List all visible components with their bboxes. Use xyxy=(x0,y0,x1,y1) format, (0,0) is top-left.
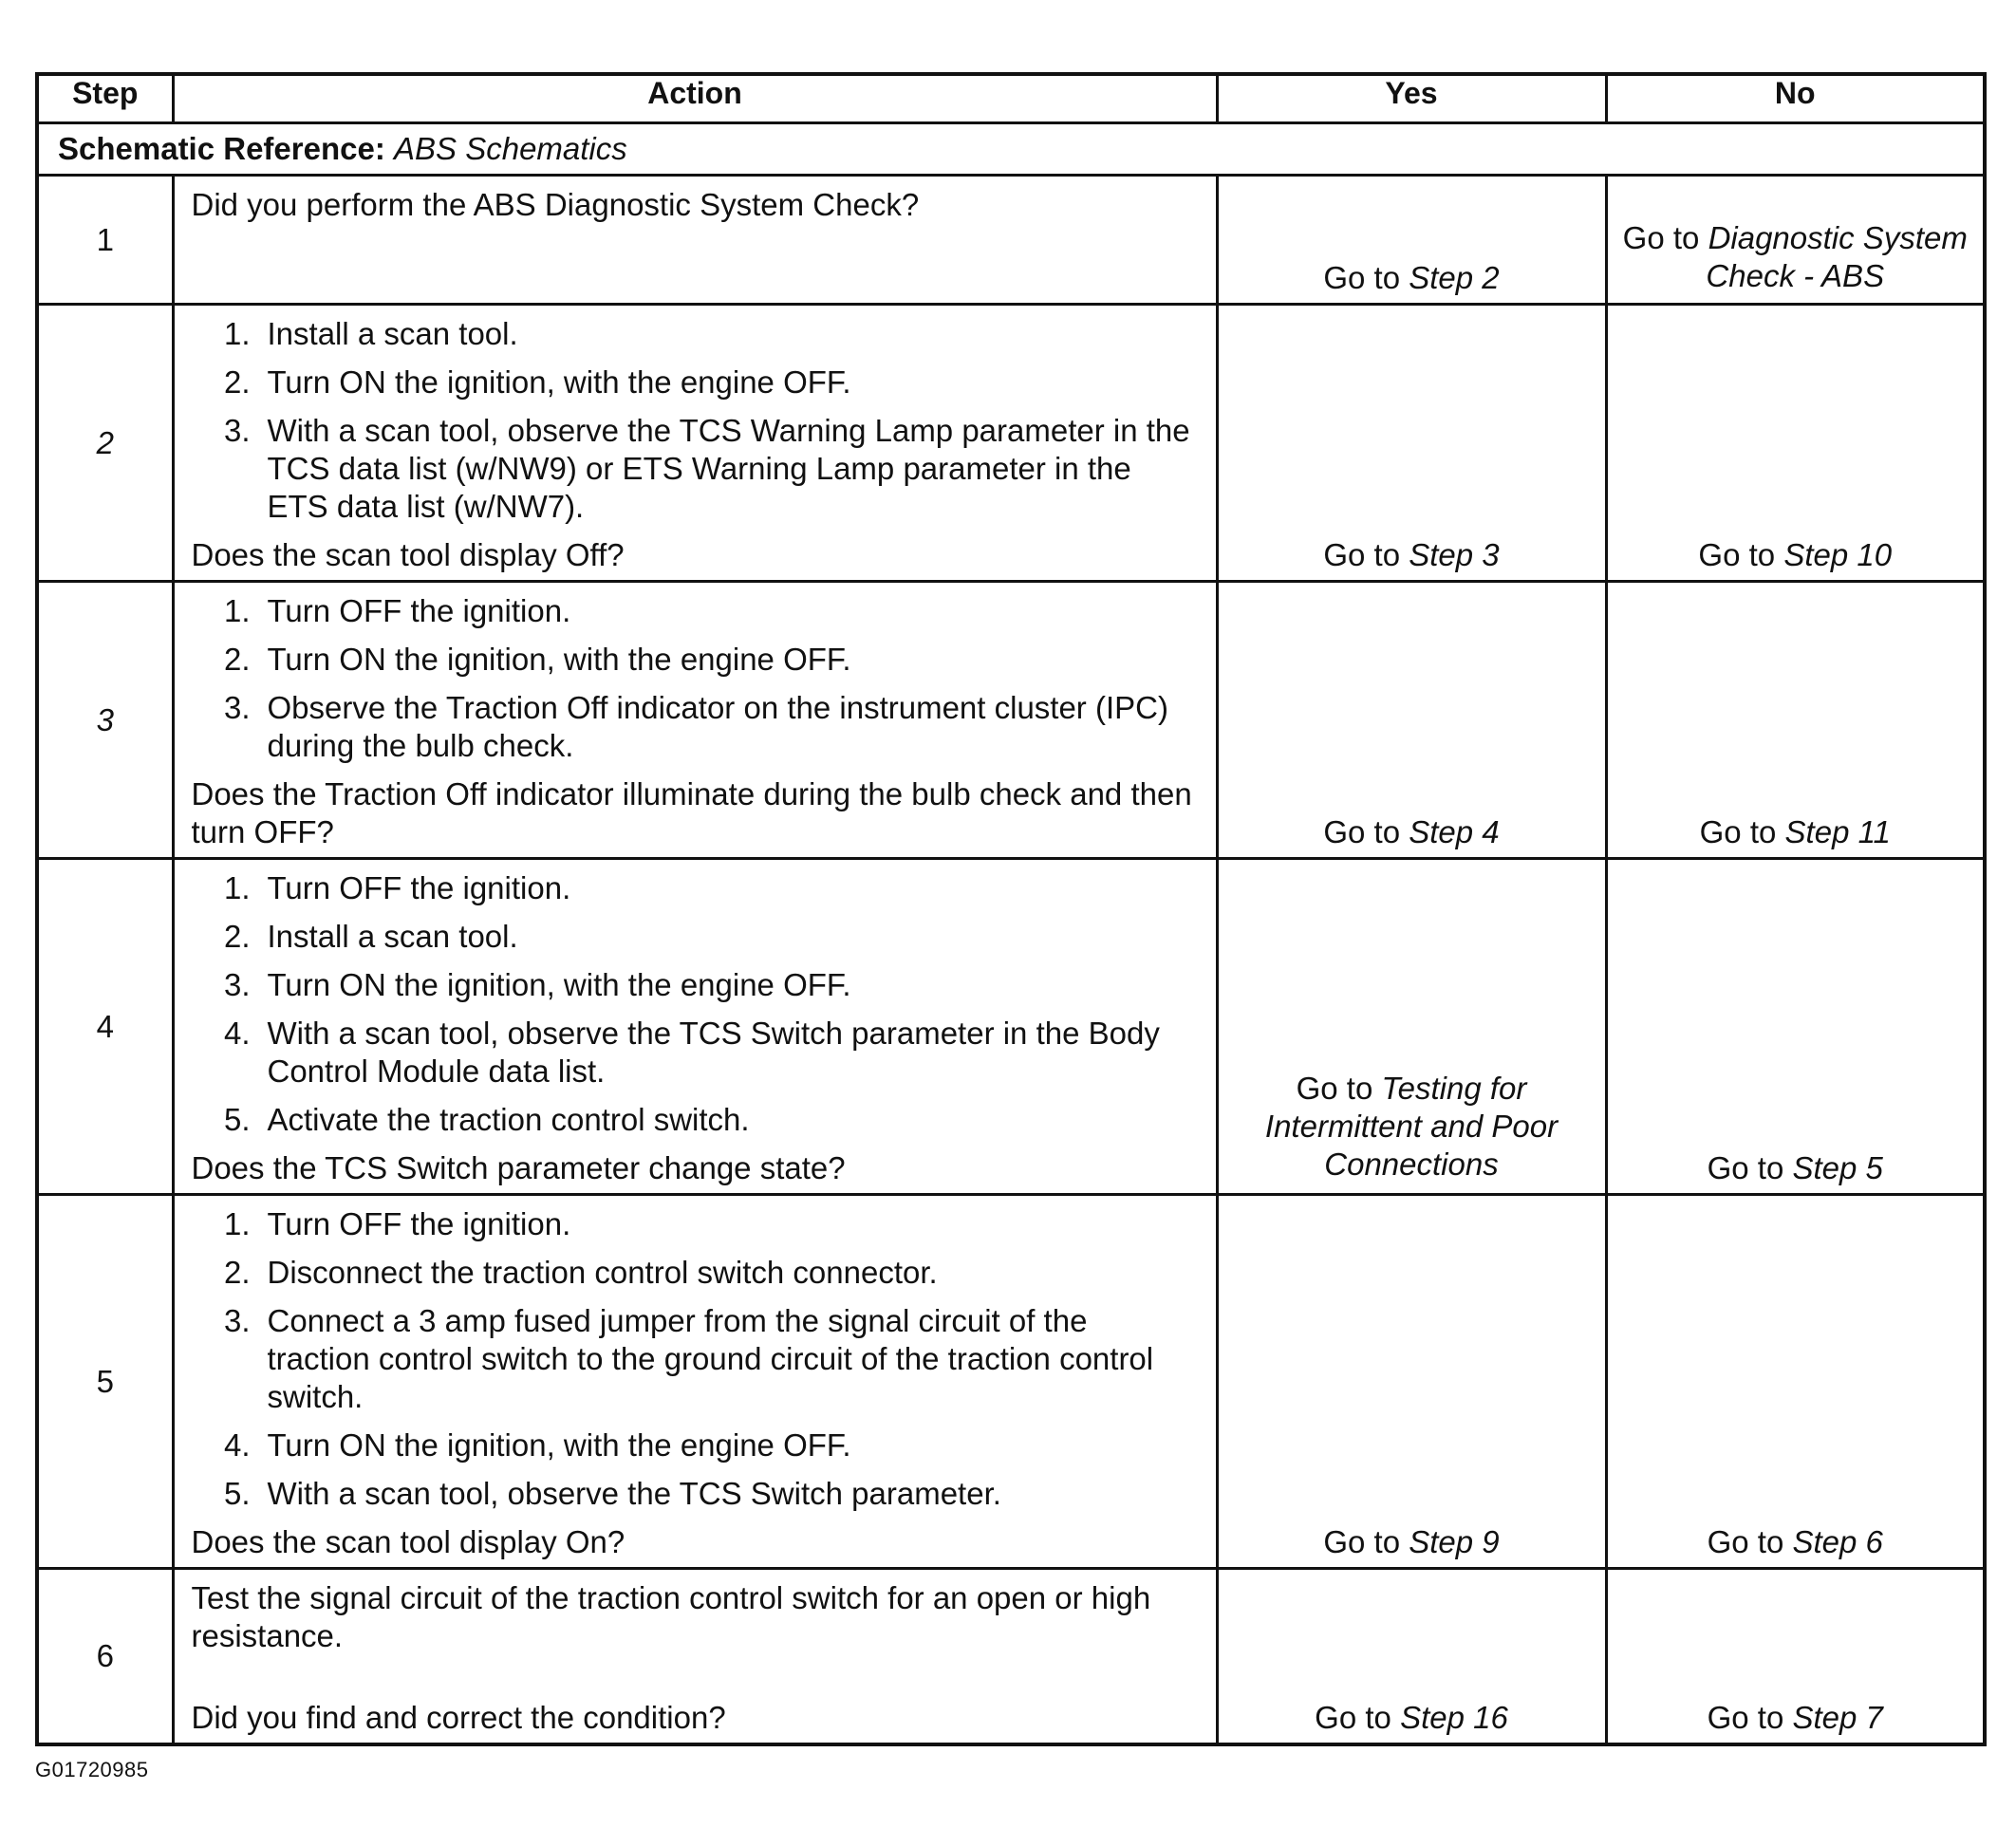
yes-cell xyxy=(1217,859,1606,1195)
yes-cell xyxy=(1217,305,1606,582)
action-question: Does the Traction Off indicator illuminate during the bulb check and then turn OFF? xyxy=(191,776,1192,849)
action-step: 1. Install a scan tool. xyxy=(223,316,518,351)
no-cell xyxy=(1606,859,1985,1195)
action-steps xyxy=(192,1205,1199,1513)
action-step: 3. With a scan tool, observe the TCS Warning Lamp parameter in the TCS data list (w/NW9) or ETS Warning Lamp parameter in the ETS data list (w/NW7). xyxy=(223,413,1190,524)
table-row-step-2 xyxy=(37,305,1985,582)
no-prefix: Go to xyxy=(1622,220,1708,255)
step-number: 5 xyxy=(37,1195,173,1569)
header-row xyxy=(37,74,1985,123)
action-cell xyxy=(173,305,1217,582)
action-steps xyxy=(192,315,1199,526)
no-cell xyxy=(1606,1569,1985,1745)
yes-cell xyxy=(1217,1569,1606,1745)
action-step: 3. Turn ON the ignition, with the engine OFF. xyxy=(223,967,851,1002)
yes-link[interactable]: Step 4 xyxy=(1409,814,1500,849)
action-step: 5. With a scan tool, observe the TCS Switch parameter. xyxy=(223,1476,1001,1511)
no-cell xyxy=(1606,582,1985,859)
no-link[interactable]: Step 5 xyxy=(1792,1150,1883,1185)
action-instruction: Test the signal circuit of the traction control switch for an open or high resistance. xyxy=(191,1580,1151,1653)
step-number: 4 xyxy=(37,859,173,1195)
schematic-reference-link[interactable]: ABS Schematics xyxy=(394,131,627,166)
no-prefix: Go to xyxy=(1707,1700,1793,1735)
no-link[interactable]: Step 7 xyxy=(1792,1700,1883,1735)
action-step: 2. Turn ON the ignition, with the engine OFF. xyxy=(223,642,851,677)
schematic-reference-row xyxy=(37,123,1985,176)
yes-link[interactable]: Step 9 xyxy=(1409,1524,1500,1559)
yes-cell xyxy=(1217,1195,1606,1569)
step-number: 1 xyxy=(37,176,173,305)
yes-prefix: Go to xyxy=(1315,1700,1401,1735)
action-question: Did you find and correct the condition? xyxy=(191,1700,726,1735)
yes-link[interactable]: Step 16 xyxy=(1400,1700,1508,1735)
action-step: 3. Connect a 3 amp fused jumper from the signal circuit of the traction control switch to the ground circuit of the traction control switch. xyxy=(223,1303,1154,1414)
no-cell xyxy=(1606,1195,1985,1569)
no-cell xyxy=(1606,176,1985,305)
no-prefix: Go to xyxy=(1698,537,1784,572)
action-step: 1. Turn OFF the ignition. xyxy=(223,1206,571,1241)
figure-id: G01720985 xyxy=(35,1758,149,1781)
action-cell xyxy=(173,582,1217,859)
yes-prefix: Go to xyxy=(1323,1524,1409,1559)
action-question: Does the TCS Switch parameter change state? xyxy=(191,1150,846,1185)
action-step: 2. Disconnect the traction control switch connector. xyxy=(223,1255,938,1290)
no-prefix: Go to xyxy=(1699,814,1785,849)
action-steps xyxy=(192,869,1199,1139)
action-step: 5. Activate the traction control switch. xyxy=(223,1102,750,1137)
action-steps xyxy=(192,592,1199,765)
no-prefix: Go to xyxy=(1707,1524,1793,1559)
no-cell xyxy=(1606,305,1985,582)
header-action: Action xyxy=(173,74,1217,123)
yes-link[interactable]: Step 3 xyxy=(1409,537,1500,572)
action-step: 4. Turn ON the ignition, with the engine OFF. xyxy=(223,1427,851,1463)
yes-link[interactable]: Testing for Intermittent and Poor Connections xyxy=(1264,1071,1559,1182)
step-number: 2 xyxy=(37,305,173,582)
schematic-reference xyxy=(37,123,1985,176)
action-cell xyxy=(173,1569,1217,1745)
step-number: 6 xyxy=(37,1569,173,1745)
table-row-step-5 xyxy=(37,1195,1985,1569)
yes-cell xyxy=(1217,176,1606,305)
table-row-step-3 xyxy=(37,582,1985,859)
header-yes: Yes xyxy=(1217,74,1606,123)
header-step: Step xyxy=(37,74,173,123)
no-link[interactable]: Diagnostic System Check - ABS xyxy=(1706,220,1968,293)
header-no: No xyxy=(1606,74,1985,123)
action-question: Does the scan tool display On? xyxy=(191,1524,625,1559)
diagnostic-table xyxy=(35,72,1987,1746)
action-question: Did you perform the ABS Diagnostic System Check? xyxy=(191,187,920,222)
yes-cell xyxy=(1217,582,1606,859)
action-cell xyxy=(173,859,1217,1195)
yes-link[interactable]: Step 2 xyxy=(1409,260,1500,295)
schematic-reference-label: Schematic Reference: xyxy=(58,131,385,166)
action-cell xyxy=(173,176,1217,305)
action-step: 4. With a scan tool, observe the TCS Switch parameter in the Body Control Module data list. xyxy=(223,1016,1160,1089)
action-question: Does the scan tool display Off? xyxy=(191,537,625,572)
no-link[interactable]: Step 6 xyxy=(1792,1524,1883,1559)
action-step: 3. Observe the Traction Off indicator on the instrument cluster (IPC) during the bulb check. xyxy=(223,690,1168,763)
no-link[interactable]: Step 11 xyxy=(1784,814,1891,849)
yes-prefix: Go to xyxy=(1323,260,1409,295)
table-row-step-1 xyxy=(37,176,1985,305)
no-prefix: Go to xyxy=(1707,1150,1793,1185)
table-row-step-6 xyxy=(37,1569,1985,1745)
yes-prefix: Go to xyxy=(1296,1071,1382,1106)
action-step: 2. Turn ON the ignition, with the engine OFF. xyxy=(223,364,851,400)
action-step: 1. Turn OFF the ignition. xyxy=(223,870,571,905)
yes-prefix: Go to xyxy=(1323,537,1409,572)
table-row-step-4 xyxy=(37,859,1985,1195)
no-link[interactable]: Step 10 xyxy=(1783,537,1893,572)
action-step: 2. Install a scan tool. xyxy=(223,919,518,954)
action-cell xyxy=(173,1195,1217,1569)
action-step: 1. Turn OFF the ignition. xyxy=(223,593,571,628)
step-number: 3 xyxy=(37,582,173,859)
yes-prefix: Go to xyxy=(1323,814,1409,849)
